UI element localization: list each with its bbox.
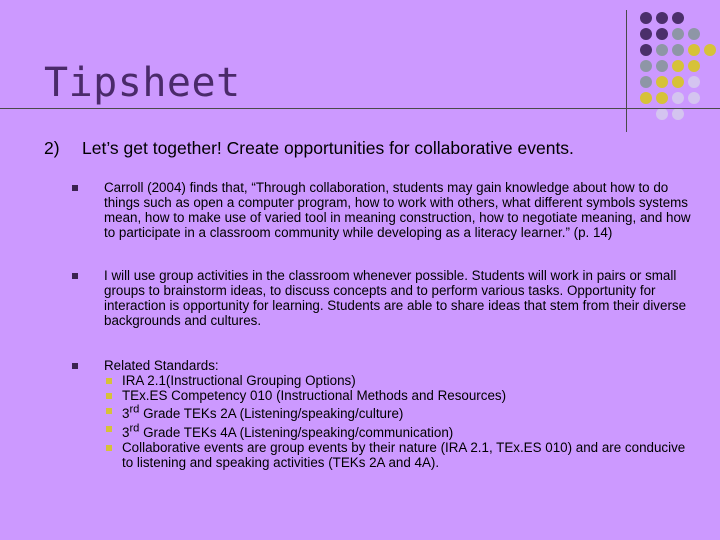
square-bullet-icon	[72, 363, 78, 369]
decorative-dot	[656, 28, 668, 40]
decorative-dot	[640, 60, 652, 72]
standard-item	[104, 440, 695, 470]
grade-number: 3	[122, 424, 130, 440]
ordinal-suffix: rd	[129, 422, 140, 435]
decorative-dot	[640, 76, 652, 88]
square-bullet-icon	[106, 378, 112, 384]
decorative-dot	[688, 92, 700, 104]
section-heading-text: Let’s get together! Create opportunities for collaborative events.	[82, 138, 574, 158]
decorative-dot	[640, 92, 652, 104]
decorative-dot	[672, 44, 684, 56]
standard-item	[104, 388, 695, 403]
section-number: 2)	[44, 138, 60, 158]
bullet-text: I will use group activities in the classroom whenever possible. Students will work in pairs or small groups to brainstorm ideas, to discuss concepts and to perform various tasks. Opportunity for interaction is opportunity for learning. Students are able to share ideas that stem from their diverse backgrounds and cultures.	[104, 268, 687, 328]
decorative-dot	[656, 76, 668, 88]
decorative-dot	[672, 76, 684, 88]
decorative-dot	[672, 60, 684, 72]
square-bullet-icon	[106, 426, 112, 432]
slide-title: Tipsheet	[44, 60, 241, 106]
decorative-dot	[672, 28, 684, 40]
decorative-dot	[688, 60, 700, 72]
bullet-list	[70, 180, 695, 470]
bullet-item-related-standards	[70, 358, 695, 470]
standard-text: IRA 2.1(Instructional Grouping Options)	[122, 373, 356, 388]
standard-text-rest: Grade TEKs 2A (Listening/speaking/culture)	[139, 406, 404, 422]
bullet-item	[70, 268, 695, 328]
standard-text: Collaborative events are group events by their nature (IRA 2.1, TEx.ES 010) and are conducive to listening and speaking activities (TEKs 2A and 4A).	[122, 439, 686, 470]
standard-item	[104, 421, 695, 439]
decorative-dot	[672, 12, 684, 24]
standard-text: TEx.ES Competency 010 (Instructional Methods and Resources)	[122, 388, 507, 403]
square-bullet-icon	[106, 393, 112, 399]
related-standards-list	[104, 373, 695, 470]
decorative-dot	[672, 92, 684, 104]
standard-text	[122, 406, 403, 421]
square-bullet-icon	[106, 445, 112, 451]
standard-text	[122, 422, 454, 440]
decorative-dot-grid	[628, 8, 720, 120]
grade-number: 3	[122, 406, 130, 422]
square-bullet-icon	[72, 185, 78, 191]
divider-horizontal	[0, 108, 720, 109]
decorative-dot	[688, 44, 700, 56]
divider-vertical	[626, 10, 627, 132]
decorative-dot	[688, 28, 700, 40]
decorative-dot	[656, 12, 668, 24]
decorative-dot	[656, 44, 668, 56]
standard-item	[104, 373, 695, 388]
decorative-dot	[656, 108, 668, 120]
decorative-dot	[688, 76, 700, 88]
decorative-dot	[640, 44, 652, 56]
standard-item	[104, 403, 695, 421]
bullet-item	[70, 180, 695, 240]
decorative-dot	[656, 60, 668, 72]
square-bullet-icon	[106, 408, 112, 414]
standard-text-rest: Grade TEKs 4A (Listening/speaking/communication)	[139, 424, 454, 440]
decorative-dot	[656, 92, 668, 104]
ordinal-suffix: rd	[129, 404, 140, 416]
square-bullet-icon	[72, 273, 78, 279]
decorative-dot	[704, 44, 716, 56]
related-standards-label: Related Standards:	[104, 358, 219, 373]
decorative-dot	[640, 28, 652, 40]
decorative-dot	[672, 108, 684, 120]
bullet-text: Carroll (2004) finds that, “Through collaboration, students may gain knowledge about how to do things such as open a computer program, how to work with others, what different symbols systems mean, how to make use of varied tool in meaning construction, how to negotiate meaning, and how to participate in a classroom community while developing as a literacy learner.” (p. 14)	[104, 180, 691, 240]
decorative-dot	[640, 12, 652, 24]
